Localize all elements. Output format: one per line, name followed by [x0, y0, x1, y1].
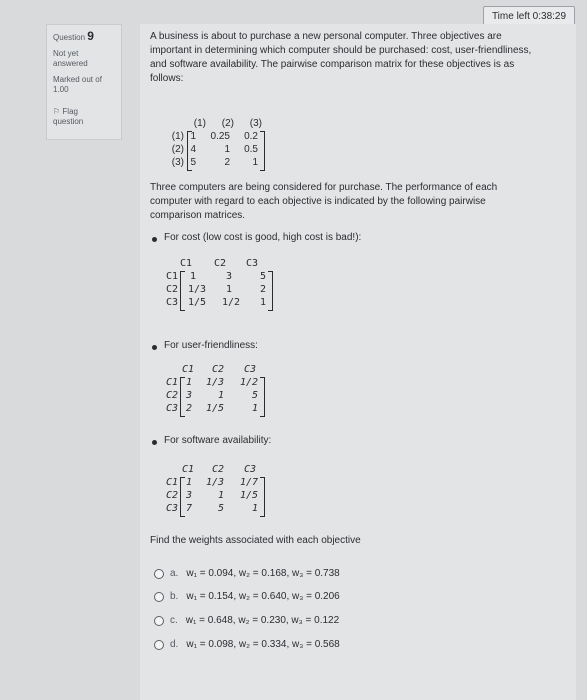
matrix-cell: 1: [185, 477, 192, 488]
matrix-cell: 1/5: [205, 403, 224, 414]
option-letter: d.: [170, 639, 179, 650]
middle-line: comparison matrices.: [150, 210, 246, 221]
option-text: w₁ = 0.094, w₂ = 0.168, w₃ = 0.738: [186, 568, 340, 579]
matrix-cell: 1: [185, 377, 192, 388]
question-content: [140, 24, 576, 700]
matrix-cell: 1/7: [239, 477, 258, 488]
radio-button[interactable]: [154, 616, 164, 626]
matrix-cell: 1: [251, 403, 258, 414]
radio-button[interactable]: [154, 569, 164, 579]
question-info-panel: [46, 24, 122, 140]
row-header: C2: [165, 284, 178, 295]
user-friendliness-matrix: [158, 363, 258, 415]
cost-label: For cost (low cost is good, high cost is bad!):: [164, 232, 362, 243]
matrix-cell: 1: [217, 390, 224, 401]
matrix-cell: 1: [189, 271, 196, 282]
matrix-cell: 1: [225, 284, 232, 295]
matrix-cell: 1: [252, 157, 258, 168]
intro-text: [150, 30, 570, 86]
matrix-cell: 1: [259, 297, 266, 308]
marks-line2: 1.00: [53, 85, 69, 94]
option-letter: c.: [170, 615, 178, 626]
col-header: C2: [211, 464, 224, 475]
answer-option-c[interactable]: [154, 614, 339, 628]
row-header: C1: [165, 377, 178, 388]
right-bracket: [260, 131, 265, 171]
status-line1: Not yet: [53, 49, 79, 58]
middle-line: Three computers are being considered for purchase. The performance of each: [150, 182, 498, 193]
row-header: C1: [165, 477, 178, 488]
row-header: C1: [165, 271, 178, 282]
radio-button[interactable]: [154, 640, 164, 650]
right-bracket: [260, 477, 265, 517]
matrix-cell: 3: [225, 271, 232, 282]
matrix-cell: 2: [259, 284, 266, 295]
matrix-cell: 1/2: [239, 377, 258, 388]
matrix-cell: 1: [251, 503, 258, 514]
question-number: [53, 29, 115, 43]
matrix-cell: 0.25: [210, 131, 230, 142]
matrix-cell: 1: [217, 490, 224, 501]
marks: [53, 75, 115, 95]
col-header: (1): [193, 118, 206, 129]
row-header: (3): [171, 157, 184, 168]
matrix-cell: 1/2: [221, 297, 240, 308]
col-header: C1: [181, 364, 194, 375]
software-availability-label: For software availability:: [164, 435, 272, 446]
col-header: C3: [243, 464, 256, 475]
col-header: C3: [245, 258, 258, 269]
row-header: C3: [165, 503, 178, 514]
option-text: w₁ = 0.098, w₂ = 0.334, w₃ = 0.568: [186, 639, 340, 650]
user-friendliness-label: For user-friendliness:: [164, 340, 258, 351]
option-letter: a.: [170, 568, 179, 579]
flag-line1: Flag: [62, 107, 78, 116]
marks-line1: Marked out of: [53, 75, 102, 84]
option-text: w₁ = 0.154, w₂ = 0.640, w₃ = 0.206: [186, 591, 340, 602]
row-header: C3: [165, 297, 178, 308]
objective-matrix: [168, 117, 262, 169]
middle-line: computer with regard to each objective is indicated by the following pairwise: [150, 196, 486, 207]
matrix-cell: 5: [190, 157, 196, 168]
left-bracket: [180, 477, 185, 517]
matrix-cell: 1: [190, 131, 196, 142]
intro-line: important in determining which computer should be purchased: cost, user-friendliness,: [150, 45, 532, 56]
middle-text: [150, 181, 570, 223]
matrix-cell: 5: [259, 271, 266, 282]
flag-question-button[interactable]: [53, 107, 115, 127]
intro-line: A business is about to purchase a new personal computer. Three objectives are: [150, 31, 502, 42]
matrix-cell: 3: [185, 490, 192, 501]
matrix-cell: 2: [185, 403, 192, 414]
question-label: Question: [53, 33, 86, 42]
right-bracket: [260, 377, 265, 417]
row-header: C2: [165, 490, 178, 501]
col-header: C3: [243, 364, 256, 375]
radio-button[interactable]: [154, 592, 164, 602]
col-header: C2: [213, 258, 226, 269]
question-number-value: 9: [87, 29, 94, 43]
col-header: C2: [211, 364, 224, 375]
matrix-cell: 1/3: [187, 284, 206, 295]
intro-line: and software availability. The pairwise comparison matrix for these objectives is as: [150, 59, 515, 70]
matrix-cell: 3: [185, 390, 192, 401]
question-prompt: Find the weights associated with each objective: [150, 535, 361, 546]
col-header: C1: [179, 258, 192, 269]
row-header: C2: [165, 390, 178, 401]
matrix-cell: 7: [185, 503, 192, 514]
bullet-icon: [152, 440, 157, 445]
col-header: (3): [249, 118, 262, 129]
timer: Time left 0:38:29: [483, 6, 575, 26]
matrix-cell: 0.5: [244, 144, 258, 155]
option-text: w₁ = 0.648, w₂ = 0.230, w₃ = 0.122: [185, 615, 340, 626]
matrix-cell: 1/5: [187, 297, 206, 308]
matrix-cell: 5: [217, 503, 224, 514]
row-header: C3: [165, 403, 178, 414]
col-header: (2): [221, 118, 234, 129]
matrix-cell: 0.2: [244, 131, 258, 142]
matrix-cell: 1/3: [205, 477, 224, 488]
col-header: C1: [181, 464, 194, 475]
matrix-cell: 1/3: [205, 377, 224, 388]
matrix-cell: 1/5: [239, 490, 258, 501]
answer-option-a[interactable]: [154, 567, 340, 581]
bullet-icon: [152, 345, 157, 350]
matrix-cell: 4: [190, 144, 196, 155]
row-header: (1): [171, 131, 184, 142]
answer-option-d[interactable]: [154, 638, 340, 652]
matrix-cell: 5: [251, 390, 258, 401]
flag-icon: ⚐: [53, 107, 61, 116]
status: [53, 49, 115, 69]
left-bracket: [187, 131, 192, 171]
bullet-icon: [152, 237, 157, 242]
matrix-cell: 1: [224, 144, 230, 155]
flag-line2: question: [53, 117, 84, 126]
matrix-cell: 2: [224, 157, 230, 168]
left-bracket: [180, 377, 185, 417]
option-letter: b.: [170, 591, 179, 602]
cost-matrix: [158, 257, 266, 309]
intro-line: follows:: [150, 73, 184, 84]
left-bracket: [180, 271, 185, 311]
row-header: (2): [171, 144, 184, 155]
right-bracket: [268, 271, 273, 311]
software-availability-matrix: [158, 463, 258, 515]
answer-option-b[interactable]: [154, 590, 340, 604]
status-line2: answered: [53, 59, 88, 68]
